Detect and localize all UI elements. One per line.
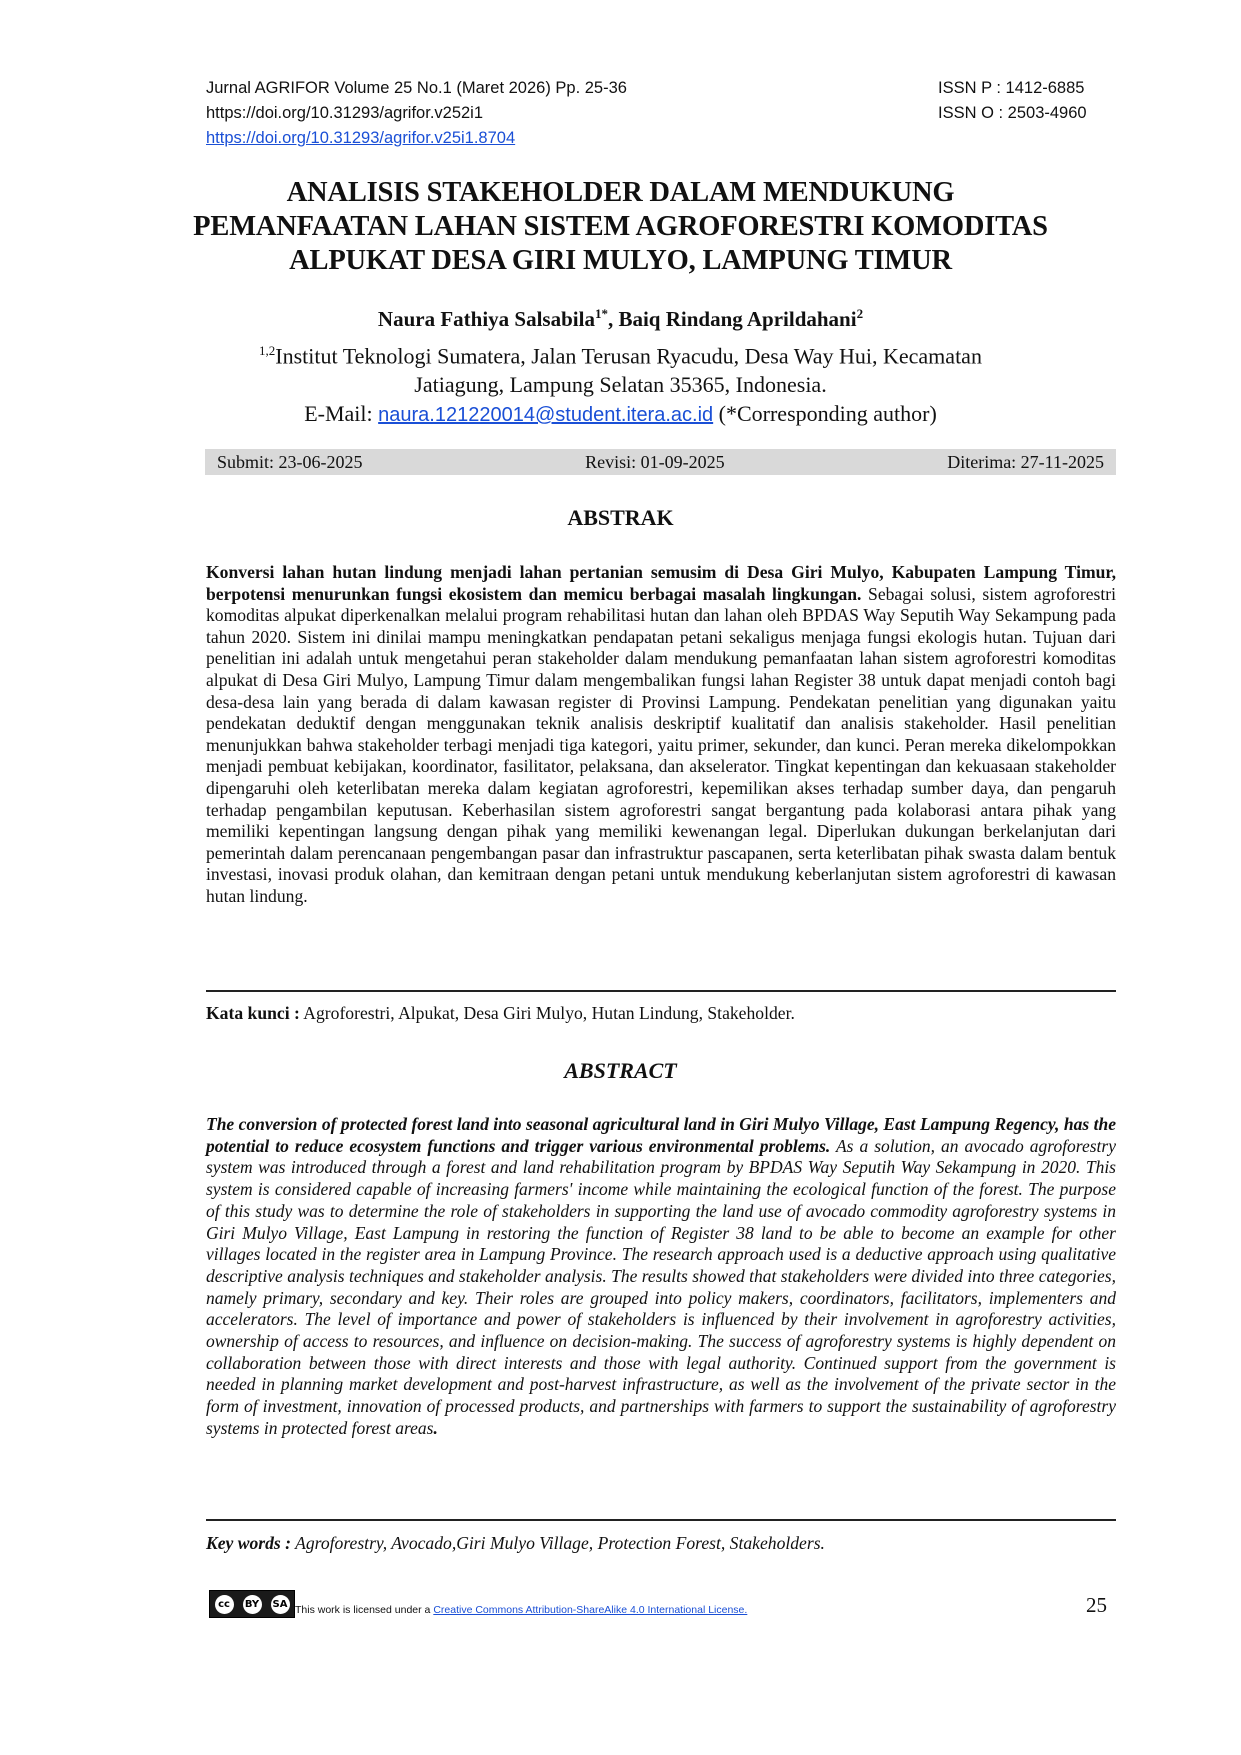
affil-line-1: Institut Teknologi Sumatera, Jalan Terusan Ryacudu, Desa Way Hui, Kecamatan [275,343,982,369]
divider [206,1519,1116,1521]
abstract-heading: ABSTRACT [564,1058,677,1083]
accepted-date: Diterima: 27-11-2025 [947,451,1104,472]
journal-header [206,76,1110,151]
doi-issue: https://doi.org/10.31293/agrifor.v252i1 [206,104,484,122]
title-line-1: ANALISIS STAKEHOLDER DALAM MENDUKUNG [286,177,955,208]
author-1: Naura Fathiya Salsabila [377,307,595,331]
author-separator: , [607,307,619,331]
abstrak-text: Sebagai solusi, sistem agroforestri komoditas alpukat diperkenalkan melalui program rehabilitasi hutan dan lahan oleh BPDAS Way Seputih Way Sekampung pada tahun 2020. Sistem ini dinilai mampu meningkatkan pendapatan petani sekaligus menjaga fungsi ekologis hutan. Tujuan dari penelitian ini adalah untuk mengetahui peran stakeholder dalam mendukung pemanfaatan lahan sistem agroforestri komoditas alpukat di Desa Giri Mulyo, Lampung Timur dalam mengembalikan fungsi lahan Register 38 untuk dapat menjadi contoh bagi desa-desa lain yang berada di dalam kawasan register di Provinsi Lampung. Pendekatan penelitian yang digunakan yaitu pendekatan deduktif dengan menggunakan teknik analisis deskriptif kualitatif dan analisis stakeholder. Hasil penelitian menunjukkan bahwa stakeholder terbagi menjadi tiga kategori, yaitu primer, sekunder, dan kunci. Peran mereka dikelompokkan menjadi pembuat kebijakan, koordinator, fasilitator, pelaksana, dan akselerator. Tingkat kepentingan dan kekuasaan stakeholder dipengaruhi oleh keterlibatan mereka dalam kegiatan agroforestri, kepemilikan akses terhadap sumber daya, dan pengaruh terhadap pengambilan keputusan. Keberhasilan sistem agroforestri sangat bergantung pada kolaborasi antara pihak yang memiliki kepentingan langsung dengan pihak yang memiliki kewenangan legal. Diperlukan dukungan berkelanjutan dari pemerintah dalam perencanaan pengembangan pasar dan infrastruktur pascapanen, serta keterlibatan pihak swasta dalam bentuk investasi, inovasi produk olahan, dan kemitraan dengan petani untuk mendukung keberlanjutan sistem agroforestri di kawasan hutan lindung. [206,583,1116,906]
license-prefix: This work is licensed under a [295,1604,434,1616]
abstract-body [206,1114,1116,1440]
kata-kunci [206,1003,1116,1024]
corresponding-note: (*Corresponding author) [713,401,937,427]
page-number: 25 [1086,1593,1107,1617]
affiliation [140,336,1101,430]
sa-icon: SA [271,1595,290,1614]
abstrak-body [206,562,1116,908]
issn-online: ISSN O : 2503-4960 [938,104,1087,122]
journal-citation: Jurnal AGRIFOR Volume 25 No.1 (Maret 2026) Pp. 25-36 [206,79,627,97]
doi-article-link[interactable]: https://doi.org/10.31293/agrifor.v25i1.8704 [206,129,516,147]
key-words-text: Agroforestry, Avocado,Giri Mulyo Village, Protection Forest, Stakeholders. [291,1533,825,1553]
abstrak-heading: ABSTRAK [567,505,674,530]
license-text [295,1604,747,1616]
key-words-label: Key words : [206,1533,292,1553]
kata-kunci-text: Agroforestri, Alpukat, Desa Giri Mulyo, Hutan Lindung, Stakeholder. [299,1003,795,1023]
author-list [140,306,1101,332]
by-icon: BY [243,1595,262,1614]
author-2-affil: 2 [856,306,864,321]
title-line-2: PEMANFAATAN LAHAN SISTEM AGROFORESTRI KOMODITAS [193,211,1048,242]
revision-date: Revisi: 01-09-2025 [585,451,725,472]
title-line-3: ALPUKAT DESA GIRI MULYO, LAMPUNG TIMUR [289,245,952,276]
abstrak-lead: Konversi lahan hutan lindung menjadi lahan pertanian semusim di Desa Giri Mulyo, Kabupaten Lampung Timur, berpotensi menurunkan fungsi ekosistem dan memicu berbagai masalah lingkungan. [206,562,1116,604]
kata-kunci-label: Kata kunci : [206,1003,300,1023]
author-2: Baiq Rindang Aprildahani [618,307,857,331]
key-words [206,1533,1116,1554]
cc-by-sa-badge[interactable] [209,1590,295,1618]
divider [206,990,1116,992]
cc-icon: cc [215,1595,234,1614]
submit-date: Submit: 23-06-2025 [217,451,363,472]
affil-sup: 1,2 [259,343,276,358]
abstract-end: . [433,1417,438,1438]
license-footer [209,1590,747,1618]
email-link[interactable]: naura.121220014@student.itera.ac.id [378,404,714,427]
affil-line-2: Jatiagung, Lampung Selatan 35365, Indonesia. [414,372,827,398]
paper-title [140,176,1101,278]
issn-print: ISSN P : 1412-6885 [938,79,1085,97]
author-1-affil: 1* [594,306,608,321]
abstract-text: As a solution, an avocado agroforestry system was introduced through a forest and land rehabilitation program by BPDAS Way Seputih Way Sekampung in 2020. This system is considered capable of increasing farmers' income while maintaining the ecological function of the forest. The purpose of this study was to determine the role of stakeholders in supporting the land use of avocado commodity agroforestry systems in Giri Mulyo Village, East Lampung in restoring the function of Register 38 land to be able to become an example for other villages located in the register area in Lampung Province. The research approach used is a deductive approach using qualitative descriptive analysis techniques and stakeholder analysis. The results showed that stakeholders were divided into three categories, namely primary, secondary and key. Their roles are grouped into policy makers, coordinators, facilitators, implementers and accelerators. The level of importance and power of stakeholders is influenced by their involvement in agroforestry activities, ownership of access to resources, and influence on decision-making. The success of agroforestry systems is highly dependent on collaboration between those with direct interests and those with legal authority. Continued support from the government is needed in planning market development and post-harvest infrastructure, as well as the involvement of the private sector in the form of investment, innovation of processed products, and partnerships with farmers to support the sustainability of agroforestry systems in protected forest areas [206,1135,1116,1438]
email-label: E-Mail: [304,401,379,427]
date-bar [205,449,1116,475]
abstract-lead: The conversion of protected forest land into seasonal agricultural land in Giri Mulyo Village, East Lampung Regency, has the potential to reduce ecosystem functions and trigger various environmental problems. [206,1114,1116,1156]
license-link[interactable]: Creative Commons Attribution-ShareAlike 4.0 International License. [433,1604,748,1616]
